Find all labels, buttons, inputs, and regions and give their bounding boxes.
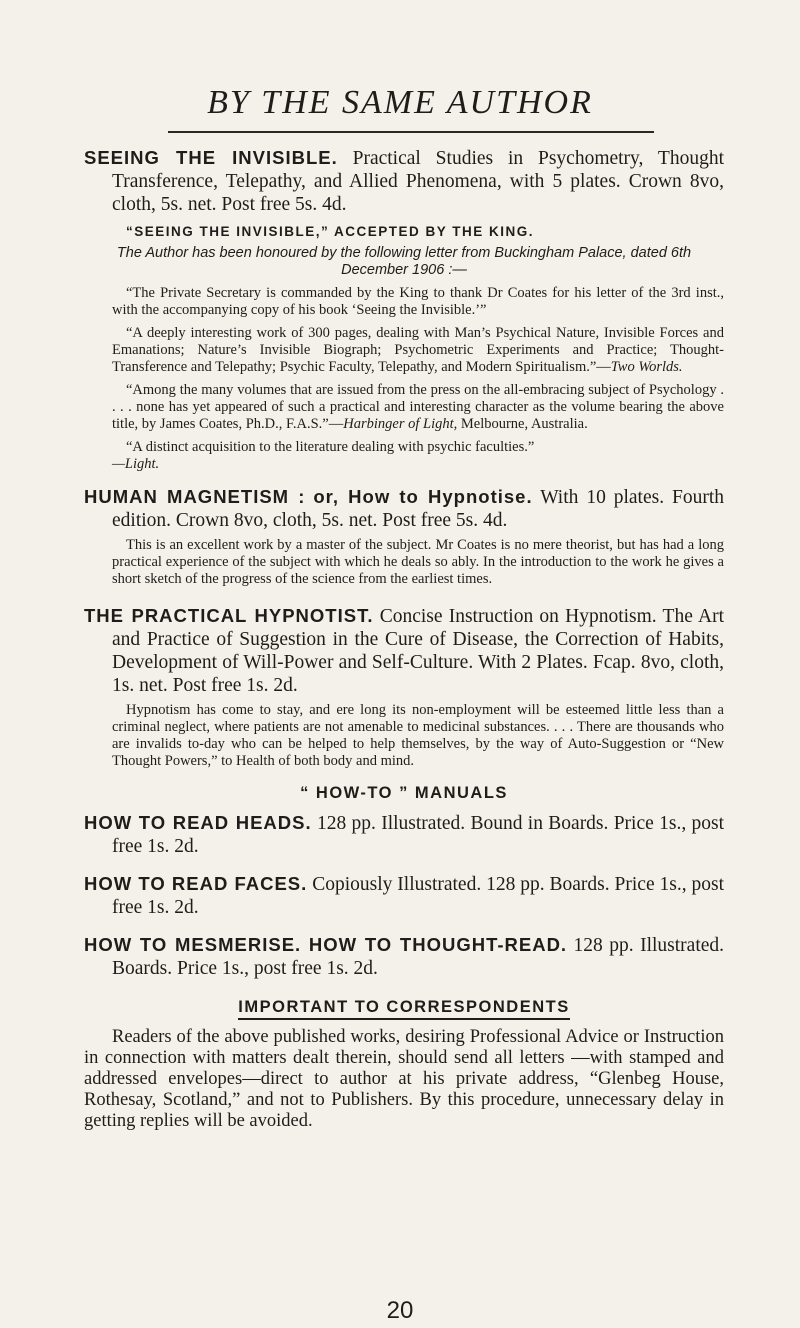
magnetism-note: This is an excellent work by a master of the subject. Mr Coates is no mere theorist, but has had a long practical experience of the subject with which he deals so ably. In the introduction to the work he gives a short sketch of the progress of the science from the earliest times. [112, 537, 724, 587]
review2-text: “Among the many volumes that are issued from the press on the all-embracing subject of Psychology . . . . none has yet appeared of such a practical and interesting character as the volume bearing the above title, by James Coates, Ph.D., F.A.S.”— [112, 382, 724, 432]
review-light [112, 439, 724, 473]
review3-text: “A distinct acquisition to the literature dealing with psychic faculties.” [126, 439, 535, 455]
king-letter: “The Private Secretary is commanded by the King to thank Dr Coates for his letter of the 3rd inst., with the accompanying copy of his book ‘Seeing the Invisible.’” [112, 285, 724, 318]
seeing-title: SEEING THE INVISIBLE. [84, 147, 338, 168]
seeing-entry [84, 146, 724, 216]
read-heads-desc: 128 pp. Illustrated. Bound in Boards. Price 1s., post free 1s. 2d. [112, 813, 725, 857]
mesmerise-title: HOW TO MESMERISE. HOW TO THOUGHT-READ. [84, 934, 568, 955]
hypnotist-title: THE PRACTICAL HYPNOTIST. [84, 605, 374, 626]
hypnotist-desc: Concise Instruction on Hypnotism. The Art and Practice of Suggestion in the Cure of Disease, the Correction of Habits, Development of Will-Power and Self-Culture. With 2 Plates. Fcap. 8vo, cloth, 1s. net. Post free 1s. 2d. [112, 606, 724, 696]
review-two-worlds [112, 325, 724, 376]
page-header: BY THE SAME AUTHOR [207, 84, 593, 121]
seeing-desc: Practical Studies in Psychometry, Thought Transference, Telepathy, and Allied Phenomena, with 5 plates. Crown 8vo, cloth, 5s. net. Post free 5s. 4d. [112, 148, 724, 215]
read-faces-entry [84, 872, 724, 919]
important-heading [84, 998, 724, 1017]
review2-source: Harbinger of Light, [343, 416, 458, 432]
accepted-heading: “SEEING THE INVISIBLE,” ACCEPTED BY THE KING. [126, 224, 535, 239]
important-text: Readers of the above published works, desiring Professional Advice or Instruction in connection with matters dealt therein, should send all letters —with stamped and addressed envelopes—direct to author at his private address, “Glenbeg House, Rothesay, Scotland,” and not to Publishers. By this procedure, unnecessary delay in getting replies will be avoided. [84, 1027, 724, 1131]
magnetism-title: HUMAN MAGNETISM : [84, 486, 306, 507]
catalogue-body [84, 146, 724, 1132]
review1-text: “A deeply interesting work of 300 pages, dealing with Man’s Psychical Nature, Invisible Forces and Emanations; Nature’s Invisible Biograph; Psychometric Experiments and Practice; Thought-Transference and Telepathy; Psychic Faculty, Telepathy, and Modern Spiritualism.”— [112, 325, 724, 375]
page-number: 20 [386, 1297, 414, 1324]
important-title: IMPORTANT TO CORRESPONDENTS [238, 998, 569, 1020]
read-faces-desc: Copiously Illustrated. 128 pp. Boards. Price 1s., post free 1s. 2d. [112, 874, 724, 918]
hypnotist-entry [84, 604, 724, 697]
magnetism-entry [84, 485, 724, 532]
honour-note: The Author has been honoured by the following letter from Buckingham Palace, dated 6th December 1906 :— [116, 245, 692, 278]
read-heads-title: HOW TO READ HEADS. [84, 812, 312, 833]
magnetism-desc: With 10 plates. Fourth edition. Crown 8vo, cloth, 5s. net. Post free 5s. 4d. [112, 487, 725, 531]
magnetism-subtitle: or, How to Hypnotise. [313, 486, 533, 507]
review3-source: —Light. [112, 456, 160, 472]
review-harbinger [112, 382, 724, 433]
read-heads-entry [84, 811, 724, 858]
read-faces-title: HOW TO READ FACES. [84, 873, 308, 894]
review2-place: Melbourne, Australia. [457, 416, 588, 432]
manuals-heading: “ HOW-TO ” MANUALS [300, 784, 508, 802]
header-rule [168, 131, 654, 133]
mesmerise-desc: 128 pp. Illustrated. Boards. Price 1s., post free 1s. 2d. [112, 935, 725, 979]
mesmerise-entry [84, 933, 724, 980]
review1-source: Two Worlds. [610, 359, 683, 375]
hypnotist-note: Hypnotism has come to stay, and ere long its non-employment will be esteemed little less than a criminal neglect, where patients are not amenable to medicinal substances. . . . There are thousands who are invalids to-day who can be helped to help themselves, by the way of Auto-Suggestion or “New Thought Powers,” to Health of both body and mind. [112, 702, 724, 769]
